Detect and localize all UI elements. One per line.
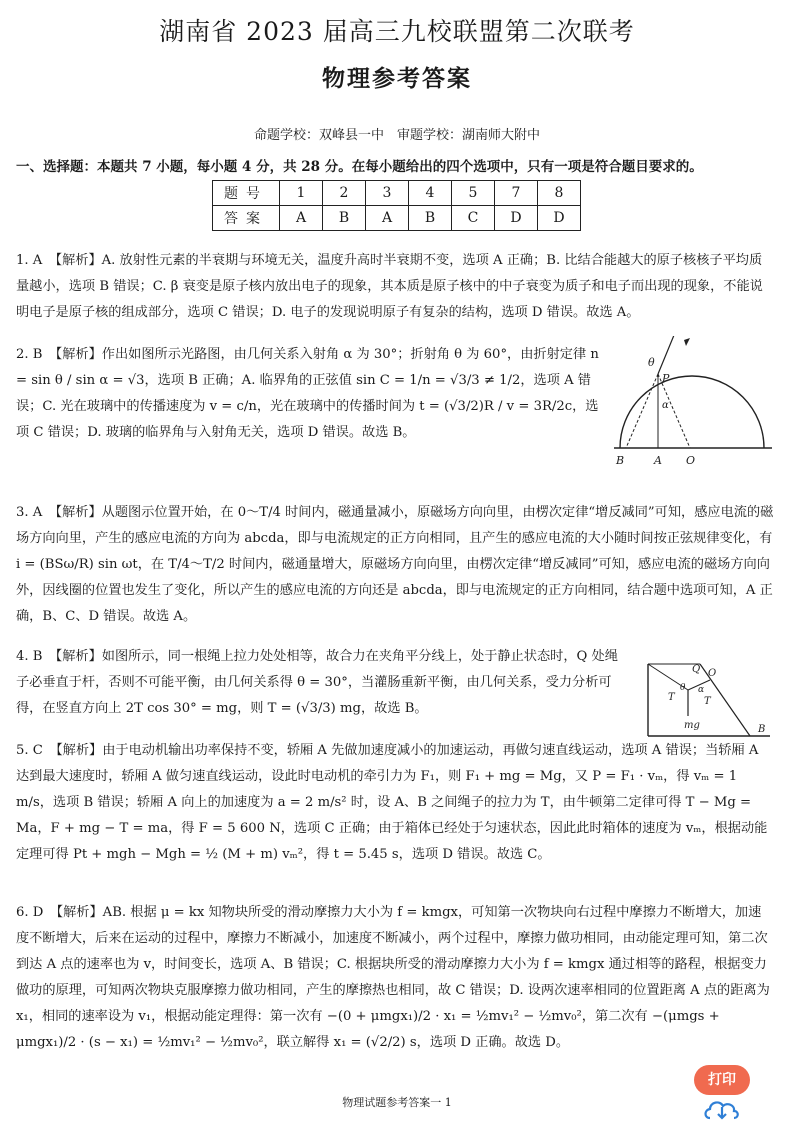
force-figure [640, 660, 780, 740]
answer-cell: B [409, 206, 452, 231]
question-number: 2 [323, 181, 366, 206]
answer-cell: A [366, 206, 409, 231]
page-subtitle: 物理参考答案 [322, 65, 472, 92]
answer-item-6: 6. D 【解析】AB. 根据 μ = kx 知物块所受的滑动摩擦力大小为 f = kmgx，可知第一次物块向右过程中摩擦力不断增大，加速度不断增大，后来在运动的过程中，摩擦力不断减小，加速度不断减小，两个过程中，摩擦力做功相同，由动能定理可知，第二次到达 A 点的速率也为 v，时间变长，选项 A、B 错误；C. 根据块所受的滑动摩擦力大小为 f = kmgx 通过相等的路程，根据变力做功的原理，可知两次物块克服摩擦力做功相同，产生的摩擦热也相同，故 C 错误；D. 设两次速率相同的位置距离 A 点的距离为 x₁，相同的速率设为 v₁，根据动能定理得：第一次有 −(0 + μmgx₁)/2 · x₁ = ½mv₁² − ½mv₀²，第二次有 −(μmgs + μmgx₁)/2 · (s − x₁) = ½mv₁² − ½mv₀²，联立解得 x₁ = (√2/2) s，选项 D 正确。故选 D。 [16, 905, 770, 1050]
figure4-label: T [704, 696, 711, 707]
figure2-label: θ [648, 356, 655, 369]
row-header: 题号 [213, 181, 280, 206]
cloud-download-icon[interactable] [702, 1098, 742, 1120]
answer-cell: C [452, 206, 495, 231]
answer-table [212, 180, 581, 231]
optics-figure [610, 336, 780, 476]
figure2-label: B [616, 454, 625, 467]
figure4-label: mg [684, 720, 700, 731]
question-number: 1 [280, 181, 323, 206]
section-heading: 一、选择题：本题共 7 小题，每小题 4 分，共 28 分。在每小题给出的四个选项中，只有一项是符合题目要求的。 [16, 159, 703, 175]
answer-cell: B [323, 206, 366, 231]
row-header: 答案 [213, 206, 280, 231]
answer-item-5: 5. C 【解析】由于电动机输出功率保持不变，轿厢 A 先做加速度减小的加速运动，再做匀速直线运动，选项 A 错误；当轿厢 A 达到最大速度时，轿厢 A 做匀速直线运动，设此时电动机的牵引力为 F₁，则 F₁ + mg = Mg，又 P = F₁ · vₘ，得 vₘ = 1 m/s，选项 B 错误；轿厢 A 向上的加速度为 a = 2 m/s² 时，设 A、B 之间绳子的拉力为 T，由牛顿第二定律可得 T − Mg = Ma，F + mg − T = ma，得 F = 5 600 N，选项 C 正确；由于箱体已经处于匀速状态，因此此时箱体的速度为 vₘ，根据动能定理可得 Pt + mgh − Mgh = ½ (M + m) vₘ²，得 t = 5.45 s，选项 D 错误。故选 C。 [16, 743, 768, 862]
question-number: 5 [452, 181, 495, 206]
answer-cell: D [495, 206, 538, 231]
table-row [213, 206, 581, 231]
print-button[interactable]: 打印 [694, 1065, 750, 1095]
school-info: 命题学校：双峰县一中 审题学校：湖南师大附中 [253, 128, 540, 143]
question-number: 4 [409, 181, 452, 206]
table-row [213, 181, 581, 206]
answer-item-3: 3. A 【解析】从题图示位置开始，在 0～T/4 时间内，磁通量减小，原磁场方向向里，由楞次定律“增反减同”可知，感应电流的磁场方向向里，产生的感应电流的方向为 abcda，即与电流规定的正方向相同，且产生的感应电流的大小随时间按正弦规律变化，有 i = (BSω/R) sin ωt，在 T/4～T/2 时间内，磁通量增大，原磁场方向向里，由楞次定律“增反减同”可知，感应电流的磁场方向向外，因线圈的位置也发生了变化，所以产生的感应电流的方向还是 abcda，即与电流规定的正方向相同，结合题中选项可知，A 正确，B、C、D 错误。故选 A。 [16, 505, 774, 624]
question-number: 8 [538, 181, 581, 206]
question-number: 7 [495, 181, 538, 206]
figure2-label: O [686, 454, 696, 467]
answer-item-4: 4. B 【解析】如图所示，同一根绳上拉力处处相等，故合力在夹角平分线上，处于静止状态时，Q 处绳子必垂直于杆，否则不可能平衡，由几何关系得 θ = 30°，当灌肠重新平衡，由几何关系，受力分析可得，在竖直方向上 2T cos 30° = mg，则 T = (√3/3) mg，故选 B。 [16, 649, 618, 716]
question-number: 3 [366, 181, 409, 206]
figure4-label: T [668, 692, 675, 703]
answer-item-2: 2. B 【解析】作出如图所示光路图，由几何关系入射角 α 为 30°；折射角 θ 为 60°，由折射定律 n = sin θ / sin α = √3，选项 B 正确；A. 临界角的正弦值 sin C = 1/n = √3/3 ≠ 1/2，选项 A 错误；C. 光在玻璃中的传播速度为 v = c/n，光在玻璃中的传播时间为 t = (√3/2)R / v = 3R/2c，选项 C 错误；D. 玻璃的临界角与入射角无关，选项 D 错误。故选 B。 [16, 347, 599, 440]
figure4-label: B [758, 724, 766, 735]
figure2-label: α [662, 400, 669, 411]
figure4-label: O [708, 668, 717, 679]
page-title: 湖南省 2023 届高三九校联盟第二次联考 [159, 17, 635, 46]
figure2-label: P [662, 372, 670, 385]
answer-item-1: 1. A 【解析】A. 放射性元素的半衰期与环境无关，温度升高时半衰期不变，选项 A 正确；B. 比结合能越大的原子核核子平均质量越小，选项 B 错误；C. β 衰变是原子核内放出电子的现象，其本质是原子核中的中子衰变为质子和电子而出现的现象，不能说明电子是原子核的组成部分，选项 C 错误；D. 电子的发现说明原子有复杂的结构，选项 D 错误。故选 A。 [16, 253, 763, 320]
answer-cell: D [538, 206, 581, 231]
figure4-label: θ [680, 683, 686, 693]
page-footer: 物理试题参考答案一 1 [342, 1096, 452, 1109]
figure4-label: Q [692, 664, 701, 675]
answer-cell: A [280, 206, 323, 231]
figure4-label: α [698, 685, 705, 695]
figure2-label: A [654, 454, 662, 467]
